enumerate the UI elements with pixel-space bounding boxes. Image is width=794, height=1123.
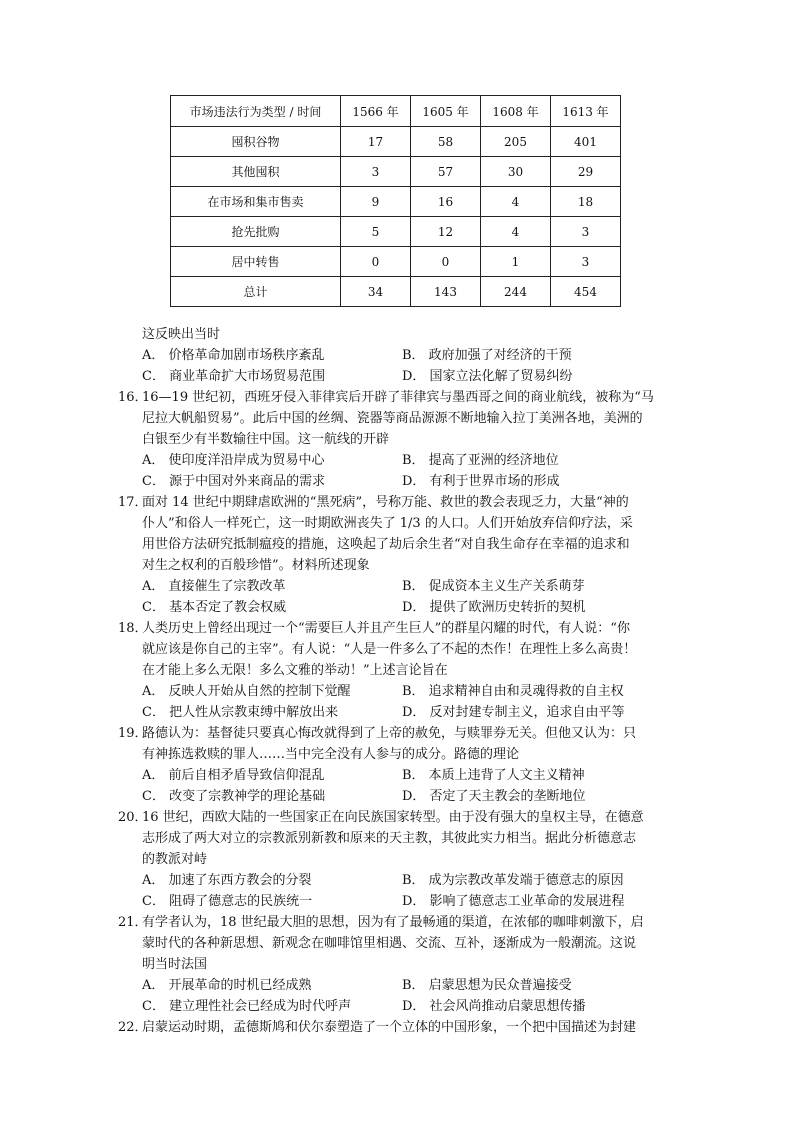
- cell: 12: [411, 217, 481, 247]
- q19-option-a[interactable]: A． 前后自相矛盾导致信仰混乱: [142, 768, 325, 783]
- q15-stem: 这反映出当时: [142, 327, 221, 342]
- q20-stem-line1: [118, 807, 678, 828]
- cell: 4: [481, 217, 551, 247]
- q19-option-c[interactable]: C． 改变了宗教神学的理论基础: [142, 789, 326, 804]
- row-label: 总计: [171, 277, 341, 307]
- q15-options-row2: [118, 366, 678, 387]
- table-header-1613: 1613 年: [551, 96, 621, 127]
- table-header-1566: 1566 年: [341, 96, 411, 127]
- q18-option-c[interactable]: C． 把人性从宗教束缚中解放出来: [142, 705, 339, 720]
- q20-options-row1: [118, 870, 678, 891]
- cell: 5: [341, 217, 411, 247]
- q21-stem-line1: [118, 912, 678, 933]
- q17-option-a[interactable]: A． 直接催生了宗教改革: [142, 579, 286, 594]
- table-header-1605: 1605 年: [411, 96, 481, 127]
- cell: 0: [411, 247, 481, 277]
- q19-number: 19．: [118, 726, 148, 741]
- q21-text-line: 有学者认为，18 世纪最大胆的思想，因为有了最畅通的渠道，在浓郁的咖啡刺激下，启: [142, 915, 644, 930]
- q18-option-d[interactable]: D． 反对封建专制主义，追求自由平等: [402, 705, 625, 720]
- q18-options-row1: [118, 681, 678, 702]
- q18-stem-line3: 在才能上多么无限！多么文雅的举动！”上述言论旨在: [142, 663, 448, 678]
- q16-option-c[interactable]: C． 源于中国对外来商品的需求: [142, 474, 326, 489]
- q20-stem-line2: 志形成了两大对立的宗教派别新教和原来的天主教，其彼此实力相当。据此分析德意志: [142, 831, 637, 846]
- q21-option-d[interactable]: D． 社会风尚推动启蒙思想传播: [402, 999, 586, 1014]
- cell: 16: [411, 187, 481, 217]
- q19-stem-line2: 有神拣选救赎的罪人……当中完全没有人参与的成分。路德的理论: [142, 747, 520, 762]
- q20-stem-line3: 的教派对峙: [142, 852, 208, 867]
- q15-option-c[interactable]: C． 商业革命扩大市场贸易范围: [142, 369, 326, 384]
- q18-stem-line2: 就应该是你自己的主宰”。有人说：“人是一件多么了不起的杰作！在理性上多么高贵！: [142, 642, 637, 657]
- table-row: [171, 217, 621, 247]
- q15-options-row1: [118, 345, 678, 366]
- q20-text-line: 16 世纪，西欧大陆的一些国家正在向民族国家转型。由于没有强大的皇权主导，在德意: [142, 810, 644, 825]
- q21-options-row1: [118, 975, 678, 996]
- question-text: [118, 324, 678, 1038]
- q17-stem-line3: 用世俗方法研究抵制瘟疫的措施，这唤起了劫后余生者“对自我生命存在幸福的追求和: [142, 537, 630, 552]
- q22-stem-line1: [118, 1017, 678, 1038]
- q21-number: 21．: [118, 915, 148, 930]
- cell: 4: [481, 187, 551, 217]
- q17-stem-line4: 对生之权利的百般珍惜”。材料所述现象: [142, 558, 370, 573]
- q19-stem-line1: [118, 723, 678, 744]
- q16-options-row2: [118, 471, 678, 492]
- q22-text-line: 启蒙运动时期，孟德斯鸠和伏尔泰塑造了一个立体的中国形象，一个把中国描述为封建: [142, 1020, 637, 1035]
- q20-option-d[interactable]: D． 影响了德意志工业革命的发展进程: [402, 894, 625, 909]
- q20-option-b[interactable]: B． 成为宗教改革发端于德意志的原因: [402, 873, 624, 888]
- row-label: 抢先批购: [171, 217, 341, 247]
- q16-number: 16．: [118, 390, 148, 405]
- q17-option-c[interactable]: C． 基本否定了教会权威: [142, 600, 287, 615]
- cell: 244: [481, 277, 551, 307]
- q18-text-line: 人类历史上曾经出现过一个“需要巨人并且产生巨人”的群星闪耀的时代，有人说：“你: [142, 621, 630, 636]
- q21-options-row2: [118, 996, 678, 1017]
- row-label: 其他囤积: [171, 157, 341, 187]
- cell: 57: [411, 157, 481, 187]
- q16-stem-line1: [118, 387, 678, 408]
- q20-number: 20．: [118, 810, 148, 825]
- q20-option-a[interactable]: A． 加速了东西方教会的分裂: [142, 873, 312, 888]
- q18-options-row2: [118, 702, 678, 723]
- cell: 9: [341, 187, 411, 217]
- q18-option-a[interactable]: A． 反映人开始从自然的控制下觉醒: [142, 684, 351, 699]
- q22-number: 22．: [118, 1020, 148, 1035]
- q21-option-b[interactable]: B． 启蒙思想为民众普遍接受: [402, 978, 572, 993]
- cell: 34: [341, 277, 411, 307]
- q16-stem-line2: 尼拉大帆船贸易”。此后中国的丝绸、瓷器等商品源源不断地输入拉丁美洲各地，美洲的: [142, 411, 643, 426]
- q18-option-b[interactable]: B． 追求精神自由和灵魂得救的自主权: [402, 684, 624, 699]
- cell: 29: [551, 157, 621, 187]
- cell: 454: [551, 277, 621, 307]
- q17-option-b[interactable]: B． 促成资本主义生产关系萌芽: [402, 579, 585, 594]
- q17-option-d[interactable]: D． 提供了欧洲历史转折的契机: [402, 600, 586, 615]
- q17-options-row2: [118, 597, 678, 618]
- q18-stem-line1: [118, 618, 678, 639]
- q17-number: 17．: [118, 495, 148, 510]
- table-header-type-time: 市场违法行为类型 / 时间: [171, 96, 341, 127]
- q20-options-row2: [118, 891, 678, 912]
- cell: 58: [411, 127, 481, 157]
- cell: 17: [341, 127, 411, 157]
- q21-option-a[interactable]: A． 开展革命的时机已经成熟: [142, 978, 312, 993]
- cell: 30: [481, 157, 551, 187]
- q16-stem-line3: 白银至少有半数输往中国。这一航线的开辟: [142, 432, 390, 447]
- q19-option-d[interactable]: D． 否定了天主教会的垄断地位: [402, 789, 586, 804]
- cell: 3: [341, 157, 411, 187]
- cell: 205: [481, 127, 551, 157]
- cell: 143: [411, 277, 481, 307]
- q19-option-b[interactable]: B． 本质上违背了人文主义精神: [402, 768, 585, 783]
- q21-stem-line2: 蒙时代的各种新思想、新观念在咖啡馆里相遇、交流、互补，逐渐成为一般潮流。这说: [142, 936, 637, 951]
- row-label: 在市场和集市售卖: [171, 187, 341, 217]
- q19-text-line: 路德认为：基督徒只要真心悔改就得到了上帝的赦免，与赎罪券无关。但他又认为：只: [142, 726, 637, 741]
- q19-options-row1: [118, 765, 678, 786]
- cell: 18: [551, 187, 621, 217]
- q16-options-row1: [118, 450, 678, 471]
- q19-options-row2: [118, 786, 678, 807]
- row-label: 囤积谷物: [171, 127, 341, 157]
- q17-text-line: 面对 14 世纪中期肆虐欧洲的“黑死病”，号称万能、救世的教会表现乏力，大量“神的: [142, 495, 629, 510]
- cell: 3: [551, 247, 621, 277]
- q21-option-c[interactable]: C． 建立理性社会已经成为时代呼声: [142, 999, 352, 1014]
- table-row: [171, 247, 621, 277]
- table-header-row: [171, 96, 621, 127]
- q17-stem-line1: [118, 492, 678, 513]
- q16-text-line: 16—19 世纪初，西班牙侵入菲律宾后开辟了菲律宾与墨西哥之间的商业航线，被称为“马: [142, 390, 654, 405]
- q16-option-d[interactable]: D． 有利于世界市场的形成: [402, 474, 560, 489]
- q16-option-b[interactable]: B． 提高了亚洲的经济地位: [402, 453, 559, 468]
- q18-number: 18．: [118, 621, 148, 636]
- row-label: 居中转售: [171, 247, 341, 277]
- table-row: [171, 127, 621, 157]
- table-row: [171, 187, 621, 217]
- cell: 0: [341, 247, 411, 277]
- market-violation-table: [170, 95, 621, 307]
- table-row-total: [171, 277, 621, 307]
- q20-option-c[interactable]: C． 阻碍了德意志的民族统一: [142, 894, 313, 909]
- q16-option-a[interactable]: A． 使印度洋沿岸成为贸易中心: [142, 453, 325, 468]
- cell: 1: [481, 247, 551, 277]
- q21-stem-line3: 明当时法国: [142, 957, 208, 972]
- cell: 3: [551, 217, 621, 247]
- q15-option-d[interactable]: D． 国家立法化解了贸易纠纷: [402, 369, 573, 384]
- q15-option-a[interactable]: A． 价格革命加剧市场秩序紊乱: [142, 348, 325, 363]
- q17-options-row1: [118, 576, 678, 597]
- q17-stem-line2: 仆人”和俗人一样死亡，这一时期欧洲丧失了 1/3 的人口。人们开始放弃信仰疗法，采: [142, 516, 633, 531]
- cell: 401: [551, 127, 621, 157]
- q15-option-b[interactable]: B． 政府加强了对经济的干预: [402, 348, 572, 363]
- table-row: [171, 157, 621, 187]
- table-header-1608: 1608 年: [481, 96, 551, 127]
